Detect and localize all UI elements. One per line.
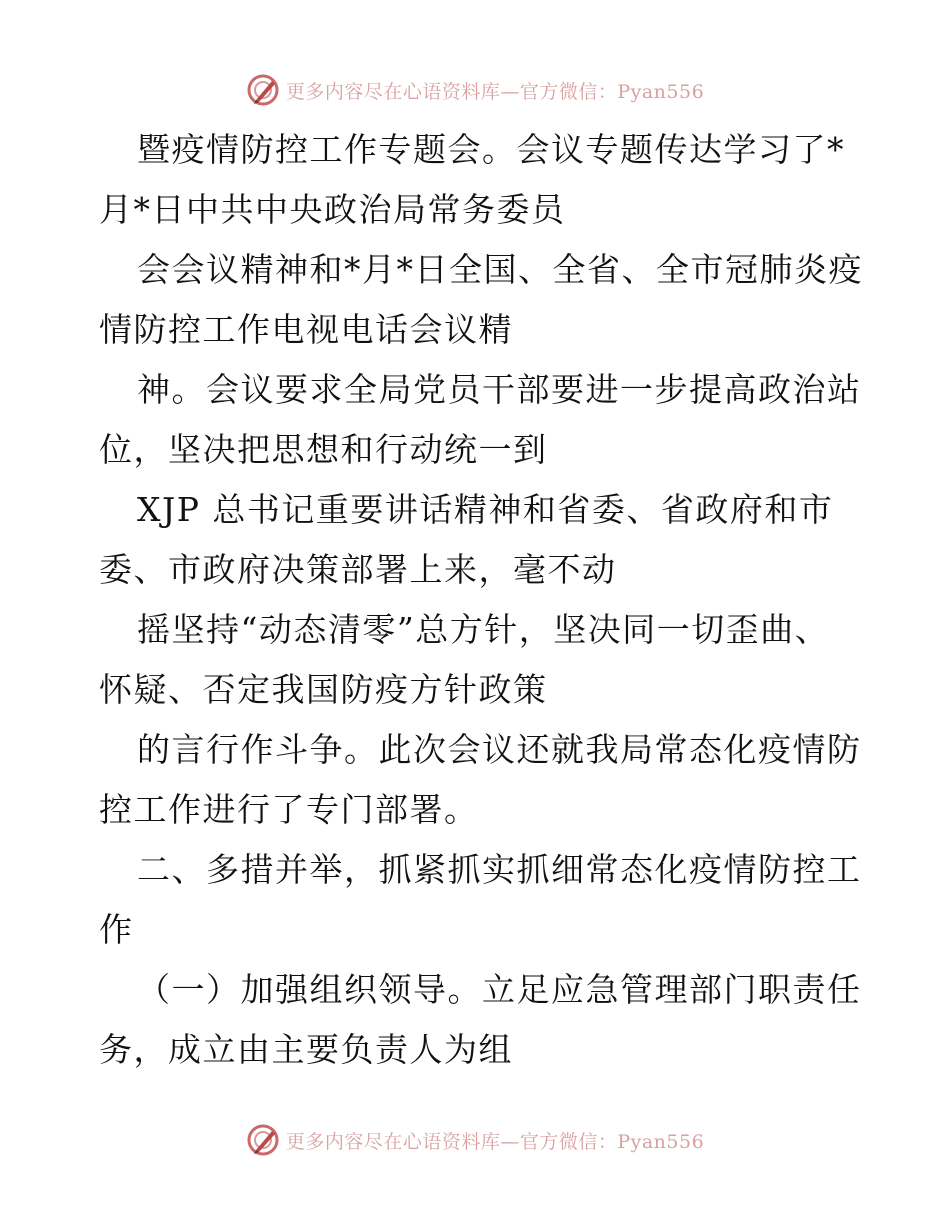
watermark-text: 更多内容尽在心语资料库—官方微信：Pyan556 (285, 80, 705, 103)
paragraph-line: （一）加强组织领导。立足应急管理部门职责任 (137, 970, 862, 1009)
paragraph-line: 情防控工作电视电话会议精 (99, 310, 513, 349)
paragraph (99, 240, 863, 360)
paragraph (99, 360, 862, 480)
paragraph (99, 480, 859, 600)
paragraph (99, 600, 859, 720)
document-body (99, 120, 863, 1080)
paragraph-line: 的言行作斗争。此次会议还就我局常态化疫情防 (137, 730, 862, 769)
paragraph-line: 神。会议要求全局党员干部要进一步提高政治站 (137, 370, 862, 409)
paragraph-line: 位，坚决把思想和行动统一到 (99, 430, 548, 469)
paragraph-line: 作 (99, 910, 134, 949)
paragraph-line: 月*日中共中央政治局常务委员 (99, 190, 566, 229)
paragraph (99, 720, 862, 840)
paragraph-line: 会会议精神和*月*日全国、全省、全市冠肺炎疫 (137, 250, 863, 289)
header-watermark (0, 70, 950, 110)
paragraph-line: 怀疑、否定我国防疫方针政策 (99, 670, 548, 709)
section-heading (99, 840, 862, 960)
paragraph-line: 委、市政府决策部署上来，毫不动 (99, 550, 617, 589)
paragraph-line: 摇坚持“动态清零”总方针，坚决同一切歪曲、 (137, 610, 830, 649)
paragraph-line: 务，成立由主要负责人为组 (99, 1030, 513, 1069)
footer-watermark (0, 1120, 950, 1160)
pen-logo-icon (246, 73, 280, 107)
paragraph (99, 960, 862, 1080)
watermark-text: 更多内容尽在心语资料库—官方微信：Pyan556 (285, 1130, 705, 1153)
paragraph (99, 120, 859, 240)
paragraph-line: XJP 总书记重要讲话精神和省委、省政府和市 (137, 490, 834, 529)
pen-logo-icon (246, 1123, 280, 1157)
paragraph-line: 二、多措并举，抓紧抓实抓细常态化疫情防控工 (137, 850, 862, 889)
paragraph-line: 控工作进行了专门部署。 (99, 790, 479, 829)
paragraph-line: 暨疫情防控工作专题会。会议专题传达学习了* (137, 130, 845, 169)
